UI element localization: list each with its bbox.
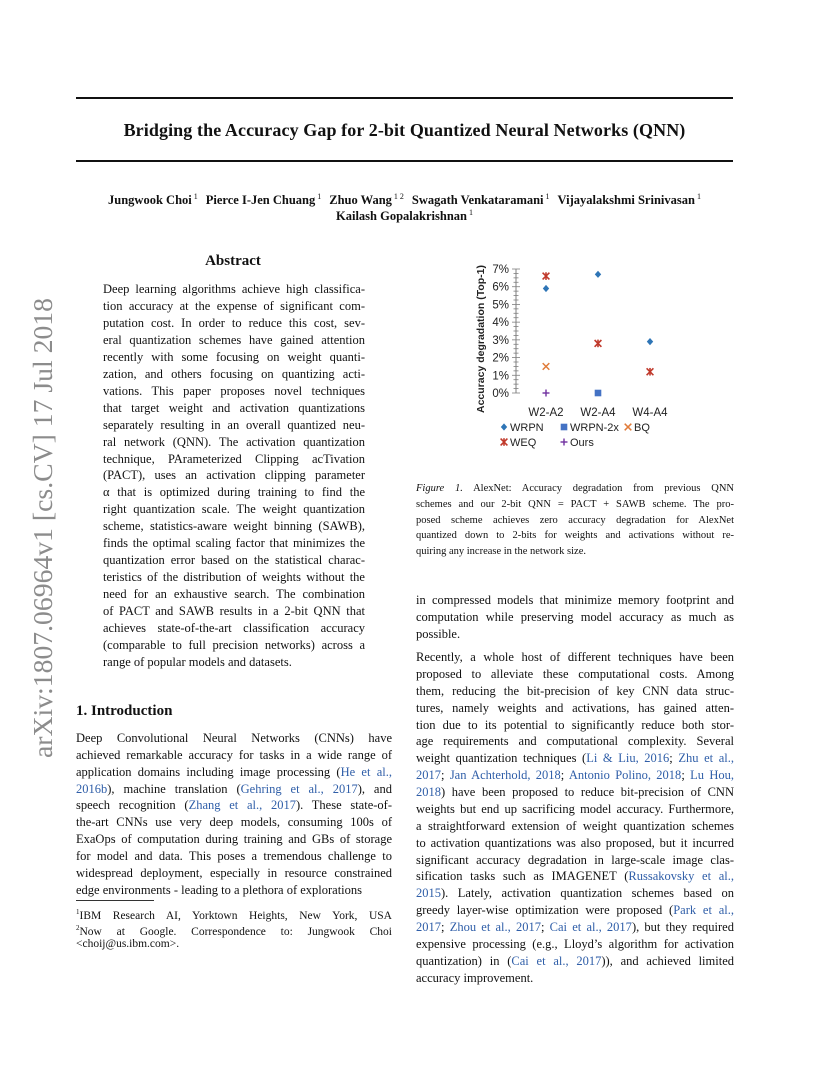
text-run: quantized down to 2-bits for weights and activations without re- — [416, 530, 734, 542]
body-line — [416, 784, 734, 801]
abstract-line: quantization error based on the statistical charac- — [103, 553, 365, 568]
footnote-line — [76, 937, 392, 953]
abstract-line: α that is optimized during training to find the — [103, 485, 365, 500]
intro-line — [76, 814, 392, 831]
text-run: schemes and our 2-bit QNN = PACT + SAWB scheme. The pro- — [416, 498, 734, 510]
legend-label: Ours — [570, 437, 594, 449]
text-run: computation while preserving model accuracy as much as — [416, 609, 734, 624]
intro-line — [76, 831, 392, 848]
citation-link[interactable]: Russakovsky et al., — [628, 869, 734, 884]
abstract-line: of PACT and SAWB results in a 2-bit QNN that — [103, 604, 365, 619]
citation-link[interactable]: Lu Hou, — [690, 768, 734, 783]
intro-line — [76, 747, 392, 764]
citation-link[interactable]: He et al., — [340, 764, 392, 779]
text-run: ; — [560, 768, 569, 783]
caption-line — [416, 497, 734, 513]
body-line — [416, 868, 734, 885]
text-run: quantization) in ( — [416, 953, 512, 968]
y-tick-label: 3% — [492, 334, 509, 347]
abstract-line: finds the optimal scaling factor that minimizes the — [103, 536, 365, 551]
citation-link[interactable]: Li & Liu, 2016 — [586, 751, 670, 766]
text-run: widespread deployment, especially in resource constrained — [76, 865, 392, 880]
intro-line — [76, 797, 392, 814]
author-list-line-1 — [76, 192, 733, 208]
body-line — [416, 609, 734, 626]
intro-line — [76, 848, 392, 865]
legend-marker-ours — [561, 439, 568, 446]
legend-marker-wrpn — [501, 423, 507, 430]
abstract-line: separately resulting in an overall quantized neu- — [103, 417, 365, 432]
abstract-line: tion accuracy at the expense of significant com- — [103, 298, 365, 313]
body-line — [416, 733, 734, 750]
legend-marker-wrpn-2x — [561, 424, 568, 431]
text-run: ), and — [357, 781, 392, 796]
intro-line — [76, 882, 392, 899]
abstract-line: ral network (QNN). The activation quantization — [103, 434, 365, 449]
text-run: ; — [441, 768, 450, 783]
body-line — [416, 666, 734, 683]
body-line — [416, 700, 734, 717]
legend-label: WEQ — [510, 437, 537, 449]
text-run: IBM Research AI, Yorktown Heights, New York, USA — [79, 909, 392, 922]
intro-line — [76, 764, 392, 781]
body-line — [416, 750, 734, 767]
y-tick-label: 7% — [492, 264, 509, 276]
text-run: for model and data. This poses a tremendous challenge to — [76, 848, 392, 863]
text-run: speech recognition ( — [76, 798, 189, 813]
author-affiliation-mark: 1 — [545, 192, 550, 201]
text-run: age requirements and computational complexity. Several — [416, 734, 734, 749]
section-heading-introduction: 1. Introduction — [76, 703, 173, 719]
figure-1-chart — [470, 255, 700, 460]
abstract-line: recently with some focusing on weight quanti- — [103, 349, 365, 364]
text-run: sification tasks such as IMAGENET ( — [416, 869, 629, 884]
body-line — [416, 919, 734, 936]
text-run: achieved remarkable accuracy for tasks in a wide range of — [76, 747, 392, 762]
text-run: )), and achieved limited — [601, 953, 734, 968]
abstract-line: (PACT), uses an activation clipping parameter — [103, 468, 365, 483]
data-point-ours — [543, 390, 550, 397]
citation-link[interactable]: 2017 — [416, 920, 441, 935]
abstract-line: need for an exhaustive search. The combination — [103, 587, 365, 602]
data-point-weq — [647, 368, 654, 376]
y-axis-label: Accuracy degradation (Top-1) — [475, 265, 487, 413]
text-run: posed scheme achieves zero accuracy degradation for AlexNet — [416, 514, 734, 526]
text-run: ), machine translation ( — [107, 781, 241, 796]
citation-link[interactable]: 2018 — [416, 785, 441, 800]
text-run: them, reducing the bit-precision of key CNN data struc- — [416, 683, 734, 698]
body-line — [416, 852, 734, 869]
text-run: ExaOps of computation during training and GBs of storage — [76, 832, 392, 847]
abstract-line: eral quantization schemes have gained attention — [103, 332, 365, 347]
data-point-weq — [595, 340, 602, 348]
legend-label: WRPN — [510, 422, 544, 434]
abstract-line: that target weight and activation quantizations — [103, 400, 365, 415]
citation-link[interactable]: Jan Achterhold, 2018 — [449, 768, 561, 783]
body-line — [416, 649, 734, 666]
data-point-wrpn — [543, 285, 549, 292]
author-affiliation-mark: 1 — [696, 192, 701, 201]
body-line — [416, 885, 734, 902]
caption-line — [416, 544, 734, 560]
text-run: tion due to its potential to significantly reduce both stor- — [416, 717, 734, 732]
text-run: weight quantization techniques ( — [416, 751, 587, 766]
body-line — [416, 683, 734, 700]
footnote-mark: 1 — [76, 908, 80, 916]
citation-link[interactable]: 2016b — [76, 781, 108, 796]
author-list-line-2 — [76, 208, 733, 224]
text-run: application domains including image processing ( — [76, 764, 341, 779]
abstract-line: teristics of the distribution of weights without the — [103, 570, 365, 585]
text-run: edge environments - leading to a plethora of explorations — [76, 882, 363, 897]
top-rule — [76, 97, 733, 99]
data-point-wrpn-2x — [595, 390, 602, 397]
abstract-line: right quantization scale. The weight quantization — [103, 502, 365, 517]
text-run: tures, namely weights and activations, has gained atten- — [416, 700, 734, 715]
text-run: ; — [540, 920, 550, 935]
abstract-line: achieves state-of-the-art classification accuracy — [103, 621, 365, 635]
body-line — [416, 970, 734, 987]
y-tick-label: 2% — [492, 352, 509, 365]
citation-link[interactable]: Park et al., — [673, 903, 734, 918]
abstract-heading: Abstract — [205, 253, 261, 269]
footnote-rule — [76, 900, 154, 901]
author-name: Swagath Venkataramani — [411, 193, 544, 208]
body-line — [416, 835, 734, 852]
x-tick-label: W2-A2 — [528, 407, 564, 419]
text-run: weights but end up sacrificing model accuracy. Furthermore, — [416, 801, 734, 816]
author-name: Zhuo Wang — [329, 193, 392, 208]
legend-label: WRPN-2x — [570, 422, 619, 434]
text-run: accuracy improvement. — [416, 970, 534, 985]
text-run: a straightforward extension of weight quantization schemes — [416, 818, 734, 833]
data-point-wrpn — [647, 338, 653, 345]
intro-line — [76, 730, 392, 747]
citation-link[interactable]: Zhang et al., 2017 — [188, 798, 296, 813]
text-run: expensive processing (e.g., Lloyd’s algorithm for activation — [416, 936, 734, 951]
citation-link[interactable]: 2017 — [416, 768, 441, 783]
citation-link[interactable]: Antonio Polino, 2018 — [568, 768, 682, 783]
text-run: ; — [669, 751, 679, 766]
y-tick-label: 5% — [492, 299, 509, 312]
x-tick-label: W4-A4 — [632, 407, 668, 419]
citation-link[interactable]: Zhu et al., — [678, 751, 734, 766]
body-line — [416, 626, 734, 643]
text-run: to activation quantizations was also proposed, but it incurred — [416, 835, 734, 850]
caption-line — [416, 528, 734, 544]
body-line — [416, 936, 734, 953]
abstract-line: Deep learning algorithms achieve high classifica- — [103, 282, 365, 296]
abstract-line: putation cost. In order to reduce this cost, sev- — [103, 315, 365, 330]
text-run: the-art CNNs use very deep models, consuming 100s of — [76, 815, 392, 830]
y-tick-label: 1% — [492, 370, 509, 383]
citation-link[interactable]: Cai et al., 2017 — [511, 953, 602, 968]
abstract-line: scheme, statistics-aware weight binning (SAWB), — [103, 519, 365, 534]
data-point-wrpn — [595, 271, 601, 278]
legend-label: BQ — [634, 422, 650, 434]
text-run: ; — [681, 768, 691, 783]
text-run: greedy layer-wise optimization were proposed ( — [416, 903, 674, 918]
author-name: Pierce I-Jen Chuang — [205, 193, 316, 208]
data-point-weq — [543, 272, 550, 280]
text-run: Now at Google. Correspondence to: Jungwook Choi — [79, 925, 392, 938]
intro-line — [76, 781, 392, 798]
arxiv-stamp — [6, 296, 68, 758]
data-point-bq — [543, 363, 550, 370]
body-line — [416, 801, 734, 818]
text-run: AlexNet: Accuracy degradation from previous QNN — [462, 483, 734, 494]
body-line — [416, 902, 734, 919]
caption-line — [416, 481, 734, 497]
intro-line — [76, 865, 392, 882]
text-run: <choij@us.ibm.com>. — [76, 938, 180, 950]
author-name: Jungwook Choi — [108, 193, 192, 208]
author-name: Vijayalakshmi Srinivasan — [557, 193, 695, 208]
footnote-mark: 2 — [76, 924, 80, 932]
text-run: ). These state-of- — [295, 798, 392, 813]
body-line — [416, 953, 734, 970]
body-line — [416, 592, 734, 609]
legend-marker-bq — [625, 424, 632, 431]
text-run: ). Lately, activation quantization schemes based on — [441, 886, 734, 901]
text-run: quiring any increase in the network size. — [416, 546, 586, 558]
x-tick-label: W2-A4 — [580, 407, 616, 419]
text-run: proposed to alleviate these computational costs. Among — [416, 666, 734, 681]
text-run: ; — [441, 920, 450, 935]
abstract-line: vations. This paper proposes novel techniques — [103, 383, 365, 398]
title-bottom-rule — [76, 160, 733, 162]
y-tick-label: 6% — [492, 281, 509, 294]
author-affiliation-mark: 1 — [193, 192, 198, 201]
abstract-line: (comparable to full precision networks) across a — [103, 637, 365, 652]
text-run: possible. — [416, 626, 461, 641]
y-tick-label: 4% — [492, 317, 509, 330]
citation-link[interactable]: Cai et al., 2017 — [549, 920, 632, 935]
y-tick-label: 0% — [492, 388, 509, 400]
author-affiliation-mark: 1 — [468, 208, 473, 217]
caption-line — [416, 513, 734, 529]
text-run: ) have been proposed to reduce bit-precision of CNN — [441, 785, 734, 800]
citation-link[interactable]: Gehring et al., 2017 — [240, 781, 358, 796]
figure-label: Figure 1. — [416, 483, 463, 494]
body-line — [416, 818, 734, 835]
text-run: significant accuracy degradation in large-scale image clas- — [416, 852, 734, 867]
author-affiliation-mark: 1 2 — [393, 192, 404, 201]
paper-title: Bridging the Accuracy Gap for 2-bit Quantized Neural Networks (QNN) — [123, 120, 686, 140]
abstract-line: zation, and others focusing on quantizing acti- — [103, 366, 365, 381]
legend-marker-weq — [501, 438, 508, 446]
author-affiliation-mark: 1 — [317, 192, 322, 201]
body-line — [416, 767, 734, 784]
body-line — [416, 717, 734, 734]
abstract-line: range of popular models and datasets. — [103, 654, 292, 669]
text-run: Deep Convolutional Neural Networks (CNNs) have — [76, 731, 392, 745]
author-name: Kailash Gopalakrishnan — [336, 209, 467, 224]
text-run: in compressed models that minimize memory footprint and — [416, 593, 734, 607]
text-run: Recently, a whole host of different techniques have been — [416, 650, 734, 664]
citation-link[interactable]: Zhou et al., 2017 — [449, 920, 541, 935]
abstract-line: technique, PArameterized Clipping acTivation — [103, 451, 365, 466]
citation-link[interactable]: 2015 — [416, 886, 441, 901]
arxiv-stamp-text: arXiv:1807.06964v1 [cs.CV] 17 Jul 2018 — [28, 309, 58, 758]
text-run: ), but they required — [631, 920, 734, 935]
